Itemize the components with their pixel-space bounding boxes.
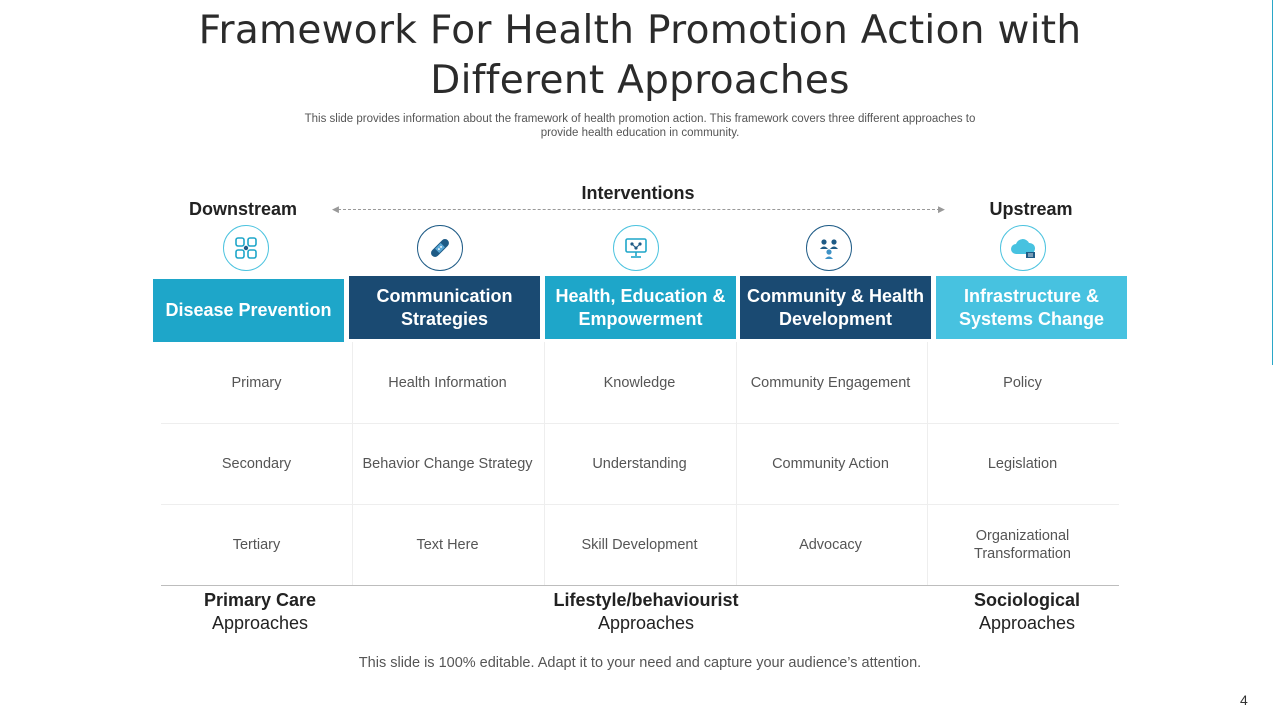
header-communication-strategies: Communication Strategies — [349, 276, 540, 339]
upstream-label: Upstream — [989, 199, 1073, 219]
footer-note: This slide is 100% editable. Adapt it to your need and capture your audience’s attention. — [358, 655, 922, 671]
table-cell: Health Information — [388, 374, 507, 391]
header-community-health-development: Community & Health Development — [740, 276, 931, 339]
interventions-arrow-line — [338, 209, 940, 210]
approach-lifestyle — [526, 589, 766, 635]
approach-subtitle: Approaches — [597, 613, 695, 633]
table-cell: Community Action — [772, 455, 889, 472]
table-cell: Legislation — [987, 455, 1058, 472]
edge-accent-line — [1272, 0, 1273, 365]
approach-title: Lifestyle/behaviourist — [553, 590, 739, 610]
table-cell: Text Here — [416, 536, 479, 553]
arrow-right-icon: ▶ — [938, 204, 945, 214]
header-infrastructure-systems-change: Infrastructure & Systems Change — [936, 276, 1127, 339]
community-people-icon — [806, 225, 852, 271]
approach-title: Sociological — [973, 590, 1081, 610]
approach-sociological — [907, 589, 1147, 635]
interventions-label: Interventions — [581, 183, 695, 203]
table-cell: Primary — [231, 374, 282, 391]
arrow-left-icon: ◀ — [332, 204, 339, 214]
cloud-icon — [1000, 225, 1046, 271]
table-cell: Knowledge — [603, 374, 676, 391]
page-number: 4 — [1240, 692, 1248, 708]
table-cell: Skill Development — [581, 536, 698, 553]
approach-subtitle: Approaches — [978, 613, 1076, 633]
table-cell: Advocacy — [799, 536, 862, 553]
table-cell: Behavior Change Strategy — [362, 455, 533, 472]
table-bottom-rule — [161, 585, 1119, 586]
monitor-network-icon — [613, 225, 659, 271]
page-title: Framework For Health Promotion Action with Different Approaches — [198, 8, 1082, 103]
table-cell: Understanding — [592, 455, 687, 472]
page-subtitle: This slide provides information about the framework of health promotion action. This framework covers three different approaches to provide health education in community. — [304, 113, 976, 139]
table-cell: Tertiary — [232, 536, 281, 553]
table-cell: Secondary — [221, 455, 292, 472]
approach-title: Primary Care — [203, 590, 317, 610]
downstream-label: Downstream — [188, 199, 298, 219]
approach-primary-care — [140, 589, 380, 635]
brain-puzzle-icon — [223, 225, 269, 271]
table-cell: Policy — [1003, 374, 1042, 391]
approach-subtitle: Approaches — [211, 613, 309, 633]
header-disease-prevention: Disease Prevention — [153, 279, 344, 342]
header-health-education-empowerment: Health, Education & Empowerment — [545, 276, 736, 339]
bandage-icon — [417, 225, 463, 271]
table-cell: Organizational Transformation — [974, 527, 1071, 562]
table-cell: Community Engagement — [750, 374, 911, 391]
